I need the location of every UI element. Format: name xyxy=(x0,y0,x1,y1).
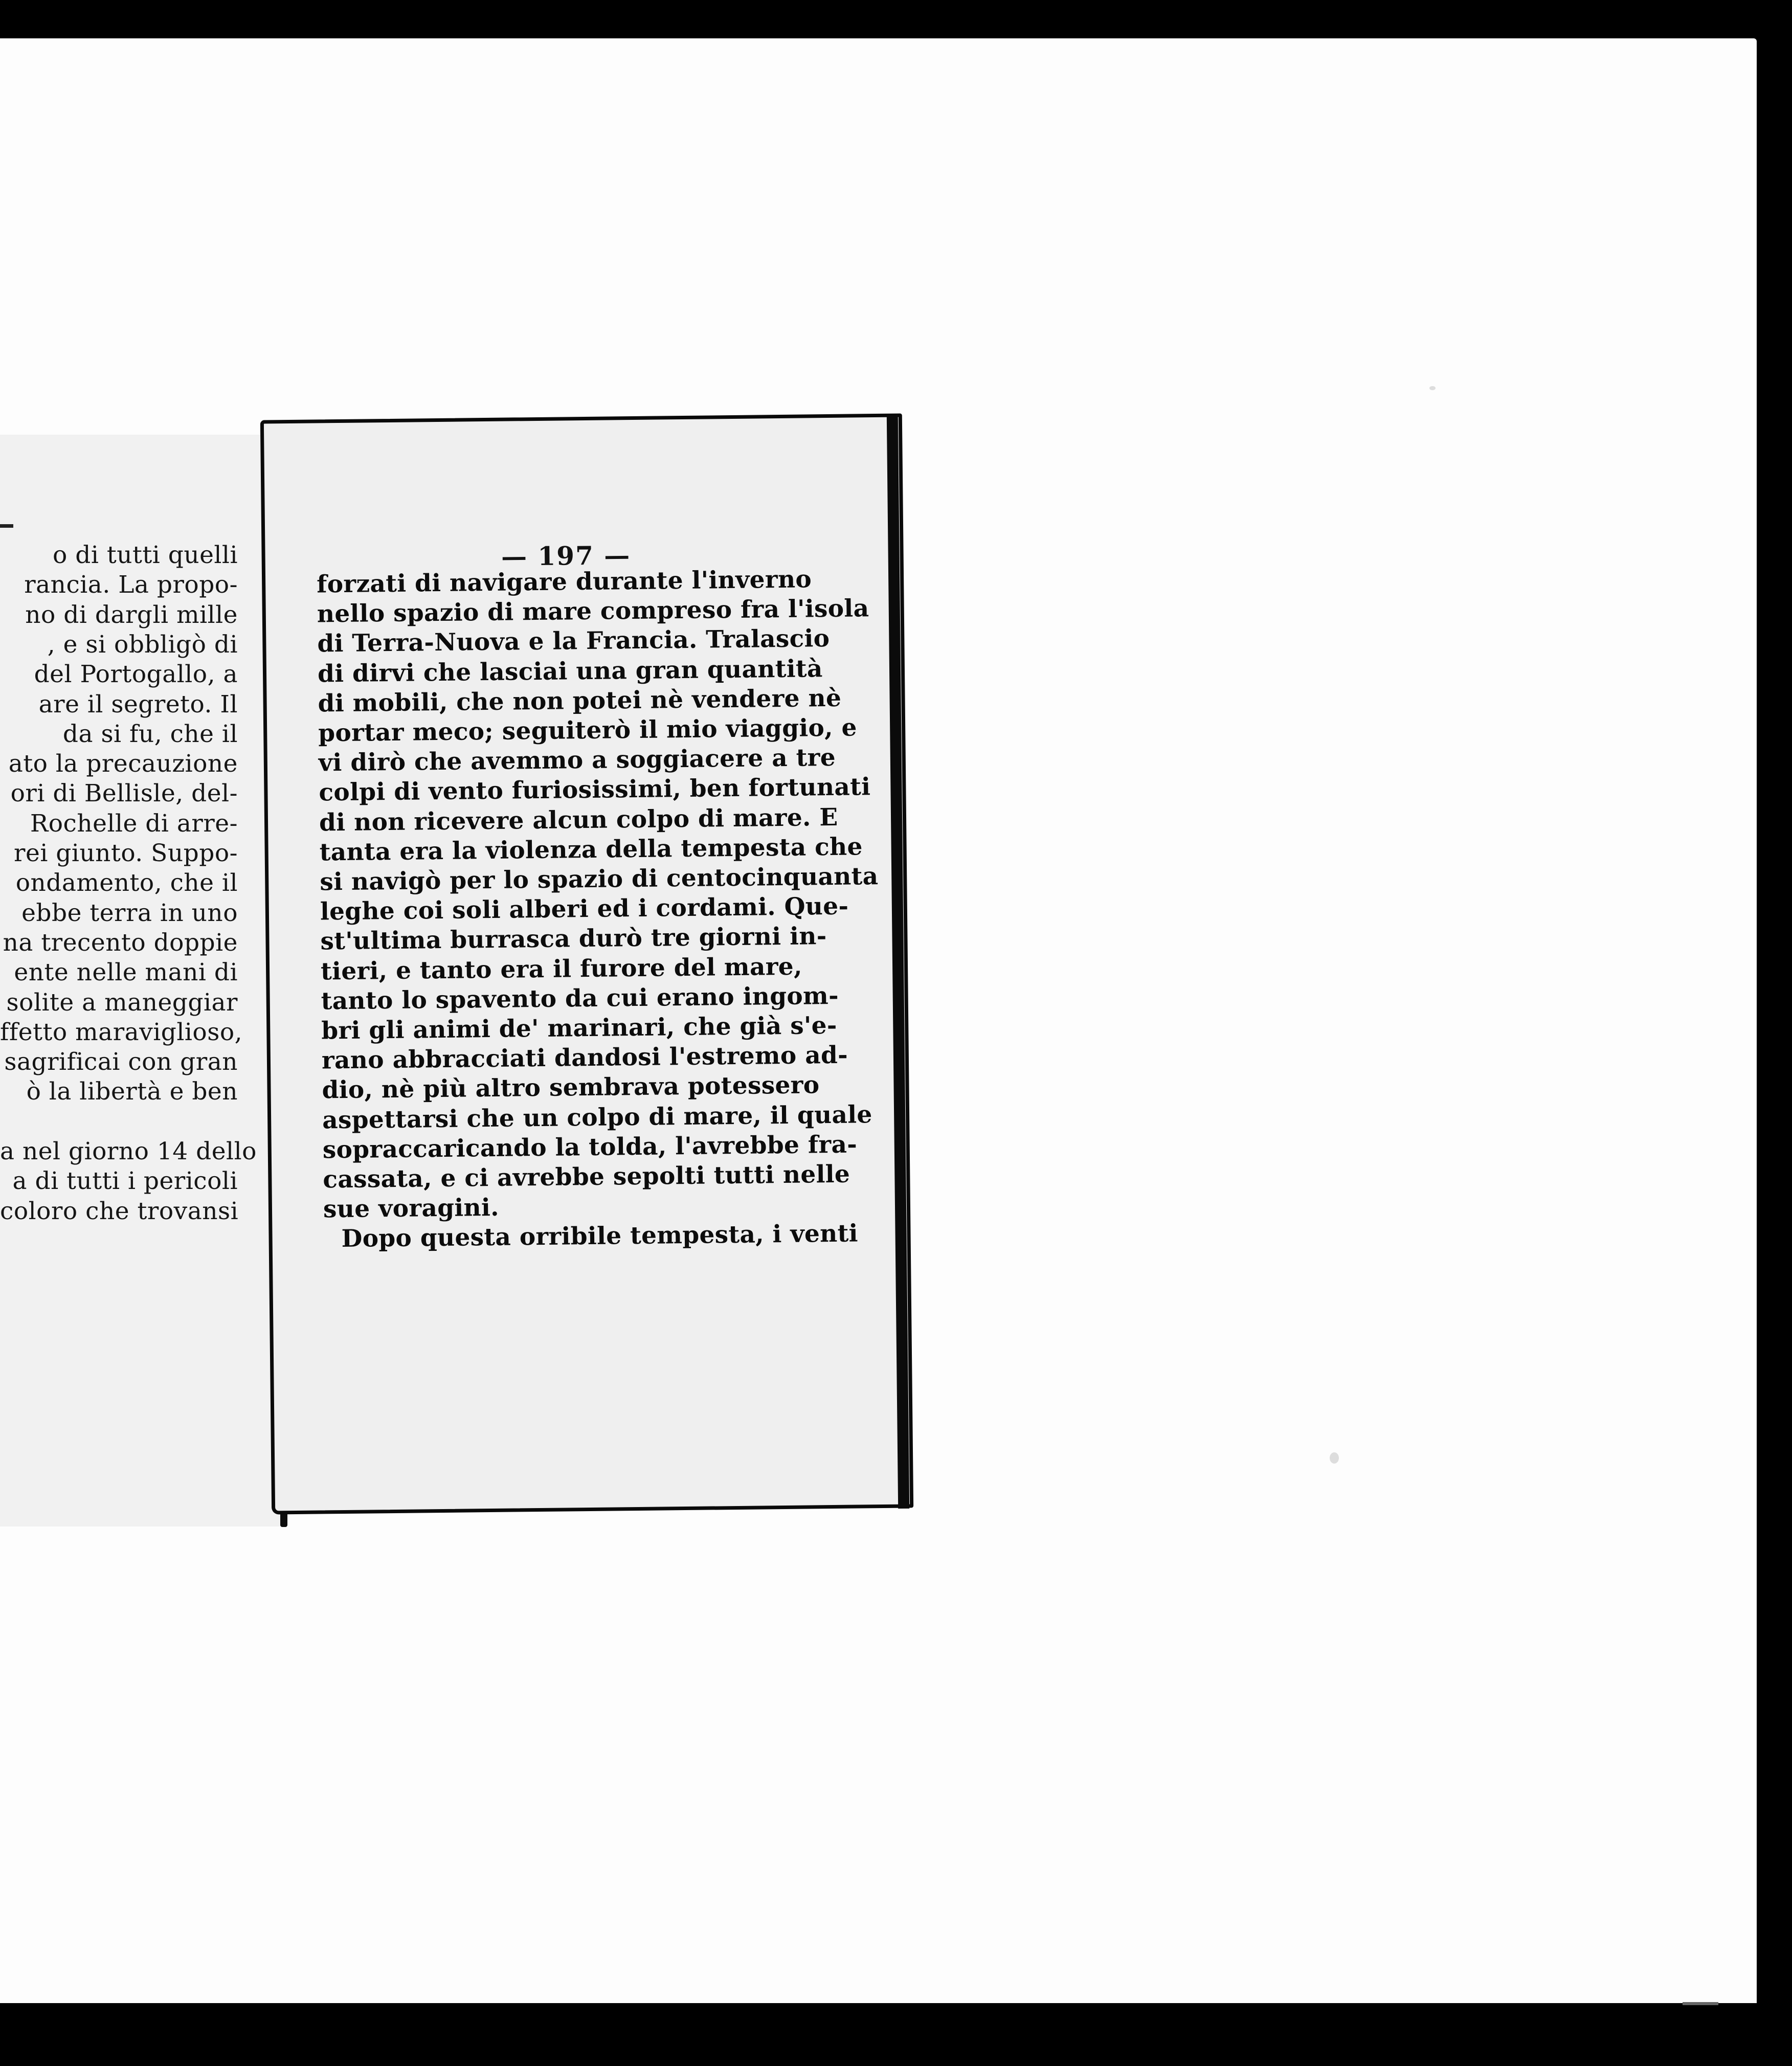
text-line: leghe coi soli alberi ed i cordami. Que- xyxy=(320,892,849,926)
text-line: tieri, e tanto era il furore del mare, xyxy=(320,952,802,986)
text-line: di Terra-Nuova e la Francia. Tralascio xyxy=(317,624,830,658)
text-line: aspettarsi che un colpo di mare, il quale xyxy=(322,1100,872,1135)
text-line: a di tutti i pericoli xyxy=(12,1167,238,1196)
text-line: Dopo questa orribile tempesta, i venti xyxy=(341,1219,859,1253)
text-line: ato la precauzione xyxy=(8,750,238,778)
text-line: di non ricevere alcun colpo di mare. E xyxy=(319,803,838,837)
text-line: rancia. La propo- xyxy=(24,571,238,599)
text-line: bri gli animi de' marinari, che già s'e- xyxy=(321,1011,837,1045)
text-line: forzati di navigare durante l'inverno xyxy=(316,565,812,599)
paper-speck xyxy=(1330,1452,1339,1464)
text-line: portar meco; seguiterò il mio viaggio, e xyxy=(318,713,857,748)
paper-speck xyxy=(1429,386,1436,390)
text-line: di dirvi che lasciai una gran quantità xyxy=(317,654,823,688)
text-line: Rochelle di arre- xyxy=(30,809,238,838)
text-line: dio, nè più altro sembrava potessero xyxy=(322,1071,820,1105)
text-line: sue voragini. xyxy=(323,1194,500,1224)
text-line: colpi di vento furiosissimi, ben fortunati xyxy=(319,773,871,807)
left-page xyxy=(0,435,284,1526)
text-line: st'ultima burrasca durò tre giorni in- xyxy=(320,922,827,956)
text-line: vi dirò che avemmo a soggiacere a tre xyxy=(318,744,836,777)
text-line: cassata, e ci avrebbe sepolti tutti nelle xyxy=(323,1160,850,1194)
text-line: ori di Bellisle, del- xyxy=(10,779,238,808)
text-line: a nel giorno 14 dello xyxy=(0,1137,257,1165)
text-line: o di tutti quelli xyxy=(53,541,238,569)
text-line: are il segreto. Il xyxy=(38,690,238,718)
text-line: ò la libertà e ben xyxy=(26,1077,238,1106)
text-line: tanto lo spavento da cui erano ingom- xyxy=(321,981,839,1016)
text-line: rano abbracciati dandosi l'estremo ad- xyxy=(321,1041,848,1075)
text-line: nello spazio di mare compreso fra l'isola xyxy=(317,594,869,628)
text-line: ondamento, che il xyxy=(15,869,238,897)
text-line: na trecento doppie xyxy=(3,928,238,957)
scan-mark xyxy=(1683,2002,1718,2005)
text-line: di mobili, che non potei nè vendere nè xyxy=(318,684,842,718)
text-line: , e si obbligò di xyxy=(47,630,238,659)
text-line: tanta era la violenza della tempesta che xyxy=(319,833,863,867)
right-page xyxy=(260,413,913,1514)
left-header-rule xyxy=(0,524,13,528)
text-line: ffetto maraviglioso, xyxy=(0,1018,243,1046)
text-line: sopraccaricando la tolda, l'avrebbe fra- xyxy=(322,1130,858,1164)
text-line: del Portogallo, a xyxy=(34,660,238,689)
text-line: solite a maneggiar xyxy=(6,988,238,1017)
text-line: ente nelle mani di xyxy=(14,958,238,987)
text-line: no di dargli mille xyxy=(25,600,238,629)
text-line: si navigò per lo spazio di centocinquanta xyxy=(320,862,879,896)
page-number: — 197 — xyxy=(501,540,631,572)
text-line: coloro che trovansi xyxy=(0,1197,239,1225)
text-line: ebbe terra in uno xyxy=(21,899,238,927)
text-line: sagrificai con gran xyxy=(4,1048,238,1076)
text-line: da si fu, che il xyxy=(62,720,238,748)
text-line: rei giunto. Suppo- xyxy=(14,839,238,867)
